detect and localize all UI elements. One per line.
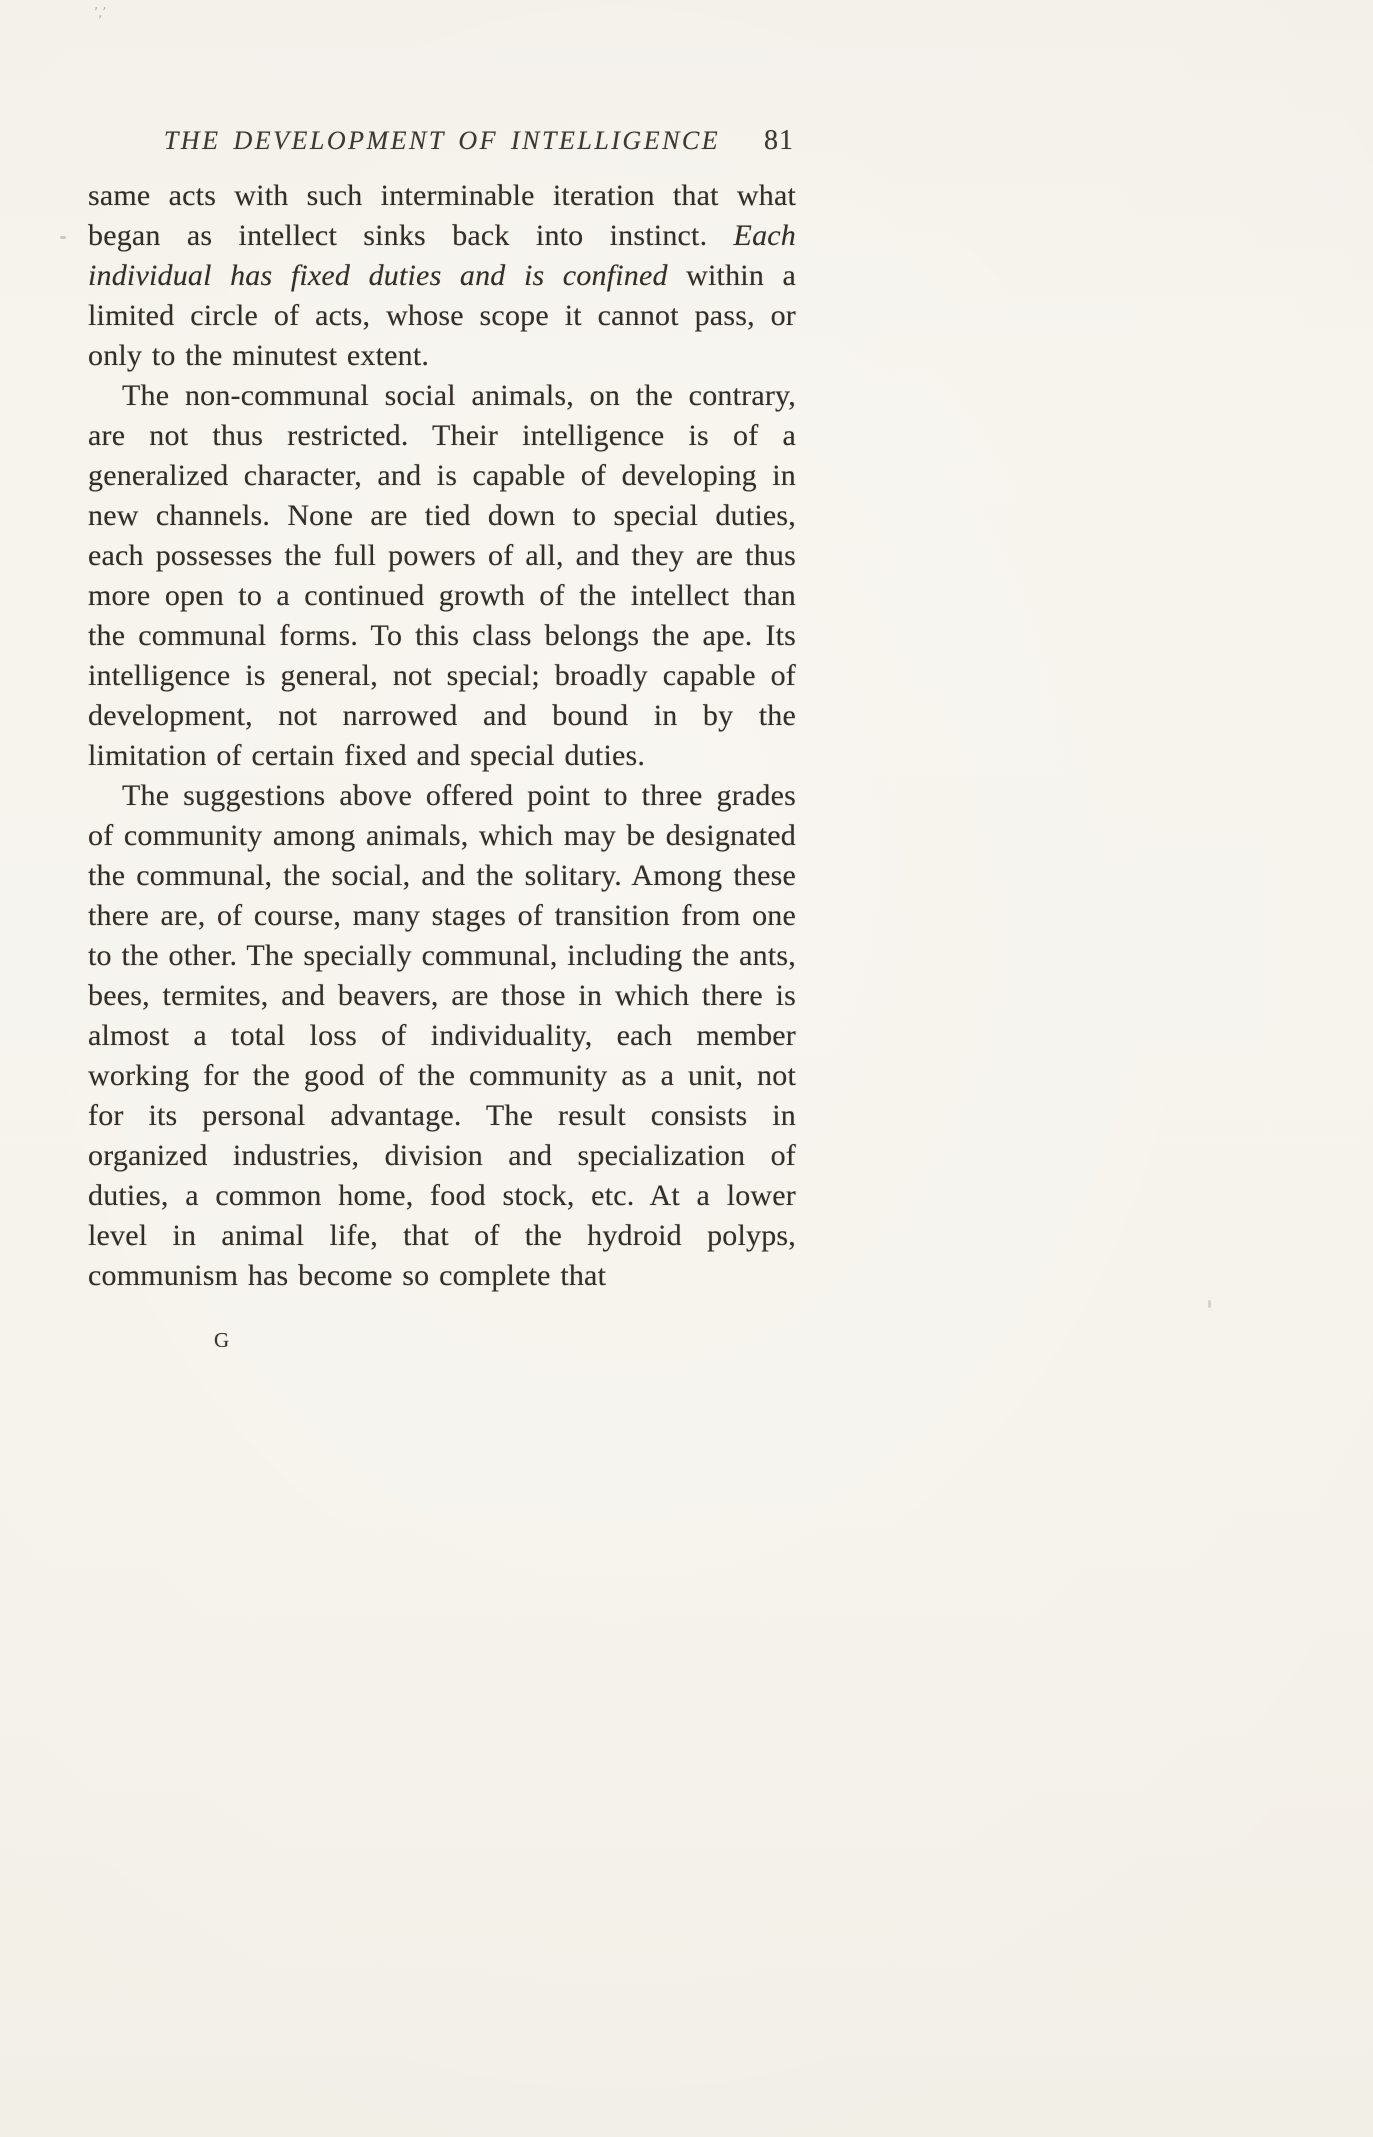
chapter-title: THE DEVELOPMENT OF INTELLIGENCE — [163, 126, 721, 155]
paragraph — [88, 176, 796, 376]
scan-artifact: ’,’ — [94, 6, 107, 21]
text-run: The non-communal social animals, on the contrary, are not thus restricted. Their intelligence is of a generalized character, and is capable of developing in new channels. None are tied down to special duties, each possesses the full powers of all, and they are thus more open to a continued growth of the intellect than the communal forms. To this class belongs the ape. Its intelligence is general, not special; broadly capable of development, not narrowed and bound in by the limitation of certain fixed and special duties. — [88, 379, 796, 772]
scan-speck — [60, 236, 66, 239]
scan-speck — [1208, 1300, 1211, 1308]
text-run: within a limited circle of acts, whose scope it cannot pass, or only to the minutest extent. — [88, 259, 796, 372]
italic-text-run: Each individual has fixed duties and is confined — [88, 219, 796, 292]
text-run: The suggestions above offered point to three grades of community among animals, which may be designated the communal, the social, and the solitary. Among these there are, of course, many stages of transition from one to the other. The specially communal, including the ants, bees, termites, and beavers, are those in which there is almost a total loss of individuality, each member working for the good of the community as a unit, not for its personal advantage. The result consists in organized industries, division and specialization of duties, a common home, food stock, etc. At a lower level in animal life, that of the hydroid polyps, communism has become so complete that — [88, 779, 796, 1292]
signature-mark: G — [214, 1328, 231, 1352]
text-run: same acts with such interminable iteration that what began as intellect sinks back into instinct. — [88, 179, 796, 252]
paragraph — [88, 776, 796, 1296]
running-header — [88, 126, 796, 160]
body-text — [88, 176, 796, 1296]
paragraph — [88, 376, 796, 776]
page-number: 81 — [764, 125, 794, 156]
